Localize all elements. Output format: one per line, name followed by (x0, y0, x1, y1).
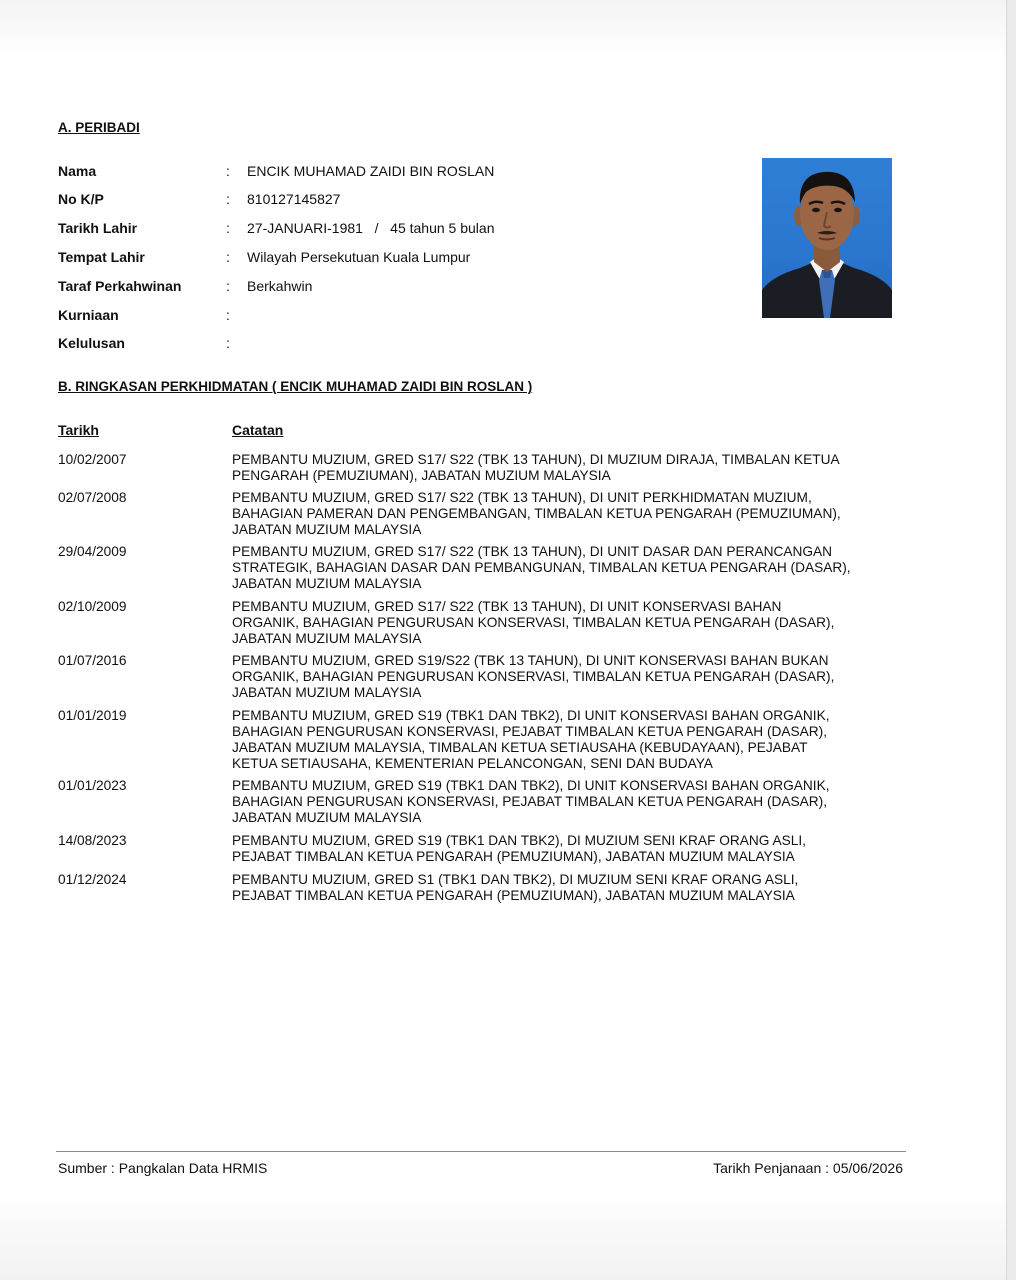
field-separator: : (226, 191, 230, 207)
service-note-line: PEMBANTU MUZIUM, GRED S19 (TBK1 DAN TBK2), DI UNIT KONSERVASI BAHAN ORGANIK, (232, 778, 830, 793)
service-note-line: BAHAGIAN PENGURUSAN KONSERVASI, PEJABAT TIMBALAN KETUA PENGARAH (DASAR), (232, 724, 828, 739)
service-note (232, 778, 896, 826)
service-note-line: JABATAN MUZIUM MALAYSIA, TIMBALAN KETUA SETIAUSAHA (KEBUDAYAAN), PEJABAT (232, 740, 808, 755)
field-label: Kelulusan (58, 335, 125, 351)
footer-divider (56, 1151, 906, 1152)
service-date: 14/08/2023 (58, 833, 127, 848)
service-note-line: BAHAGIAN PENGURUSAN KONSERVASI, PEJABAT TIMBALAN KETUA PENGARAH (DASAR), (232, 794, 828, 809)
service-note-line: STRATEGIK, BAHAGIAN DASAR DAN PEMBANGUNAN, TIMBALAN KETUA PENGARAH (DASAR), (232, 560, 851, 575)
service-note-line: PEMBANTU MUZIUM, GRED S17/ S22 (TBK 13 TAHUN), DI UNIT KONSERVASI BAHAN (232, 599, 782, 614)
service-note (232, 653, 896, 701)
field-separator: : (226, 278, 230, 294)
footer-generated-date: Tarikh Penjanaan : 05/06/2026 (713, 1160, 903, 1176)
service-note-line: BAHAGIAN PAMERAN DAN PENGEMBANGAN, TIMBALAN KETUA PENGARAH (PEMUZIUMAN), (232, 506, 841, 521)
service-note (232, 544, 896, 592)
service-date: 29/04/2009 (58, 544, 127, 559)
field-label: Nama (58, 163, 97, 179)
service-note (232, 708, 896, 772)
profile-photo (762, 158, 892, 318)
field-value: Wilayah Persekutuan Kuala Lumpur (247, 249, 471, 265)
service-note-line: JABATAN MUZIUM MALAYSIA (232, 685, 422, 700)
field-separator: : (226, 335, 230, 351)
service-note-line: KETUA SETIAUSAHA, KEMENTERIAN PELANCONGAN, SENI DAN BUDAYA (232, 756, 713, 771)
service-date: 01/01/2023 (58, 778, 127, 793)
field-value: ENCIK MUHAMAD ZAIDI BIN ROSLAN (247, 163, 495, 179)
column-header-tarikh: Tarikh (58, 422, 99, 438)
field-separator: : (226, 307, 230, 323)
service-date: 01/07/2016 (58, 653, 127, 668)
service-date: 02/07/2008 (58, 490, 127, 505)
section-b-title: B. RINGKASAN PERKHIDMATAN ( ENCIK MUHAMAD ZAIDI BIN ROSLAN ) (58, 379, 533, 394)
service-note (232, 490, 896, 538)
service-note-line: PEJABAT TIMBALAN KETUA PENGARAH (PEMUZIUMAN), JABATAN MUZIUM MALAYSIA (232, 888, 795, 903)
service-note-line: PEMBANTU MUZIUM, GRED S17/ S22 (TBK 13 TAHUN), DI MUZIUM DIRAJA, TIMBALAN KETUA (232, 452, 840, 467)
field-value: 810127145827 (247, 191, 341, 207)
field-value: Berkahwin (247, 278, 313, 294)
field-separator: : (226, 163, 230, 179)
field-label: Kurniaan (58, 307, 119, 323)
service-note (232, 599, 896, 647)
field-label: Tarikh Lahir (58, 220, 138, 236)
field-label: No K/P (58, 191, 104, 207)
service-note-line: JABATAN MUZIUM MALAYSIA (232, 522, 422, 537)
service-note-line: PEMBANTU MUZIUM, GRED S1 (TBK1 DAN TBK2), DI MUZIUM SENI KRAF ORANG ASLI, (232, 872, 799, 887)
field-label: Tempat Lahir (58, 249, 145, 265)
service-date: 02/10/2009 (58, 599, 127, 614)
service-date: 01/01/2019 (58, 708, 127, 723)
column-header-catatan: Catatan (232, 422, 284, 438)
service-note-line: JABATAN MUZIUM MALAYSIA (232, 576, 422, 591)
service-note-line: JABATAN MUZIUM MALAYSIA (232, 810, 422, 825)
service-date: 10/02/2007 (58, 452, 127, 467)
service-note-line: ORGANIK, BAHAGIAN PENGURUSAN KONSERVASI, TIMBALAN KETUA PENGARAH (DASAR), (232, 669, 835, 684)
portrait-image (762, 158, 892, 318)
field-value: 27-JANUARI-1981 / 45 tahun 5 bulan (247, 220, 495, 236)
service-note (232, 833, 896, 865)
service-note-line: PEMBANTU MUZIUM, GRED S17/ S22 (TBK 13 TAHUN), DI UNIT PERKHIDMATAN MUZIUM, (232, 490, 812, 505)
footer-source: Sumber : Pangkalan Data HRMIS (58, 1160, 268, 1176)
service-note-line: PEMBANTU MUZIUM, GRED S19/S22 (TBK 13 TAHUN), DI UNIT KONSERVASI BAHAN BUKAN (232, 653, 829, 668)
service-note (232, 872, 896, 904)
field-separator: : (226, 220, 230, 236)
service-date: 01/12/2024 (58, 872, 127, 887)
section-a-title: A. PERIBADI (58, 120, 140, 135)
service-note-line: PEMBANTU MUZIUM, GRED S19 (TBK1 DAN TBK2), DI UNIT KONSERVASI BAHAN ORGANIK, (232, 708, 830, 723)
service-note-line: PEMBANTU MUZIUM, GRED S17/ S22 (TBK 13 TAHUN), DI UNIT DASAR DAN PERANCANGAN (232, 544, 833, 559)
service-note-line: PEMBANTU MUZIUM, GRED S19 (TBK1 DAN TBK2), DI MUZIUM SENI KRAF ORANG ASLI, (232, 833, 806, 848)
service-note-line: ORGANIK, BAHAGIAN PENGURUSAN KONSERVASI, TIMBALAN KETUA PENGARAH (DASAR), (232, 615, 835, 630)
service-note (232, 452, 896, 484)
service-note-line: PEJABAT TIMBALAN KETUA PENGARAH (PEMUZIUMAN), JABATAN MUZIUM MALAYSIA (232, 849, 795, 864)
service-note-line: JABATAN MUZIUM MALAYSIA (232, 631, 422, 646)
field-label: Taraf Perkahwinan (58, 278, 182, 294)
service-note-line: PENGARAH (PEMUZIUMAN), JABATAN MUZIUM MALAYSIA (232, 468, 611, 483)
field-separator: : (226, 249, 230, 265)
